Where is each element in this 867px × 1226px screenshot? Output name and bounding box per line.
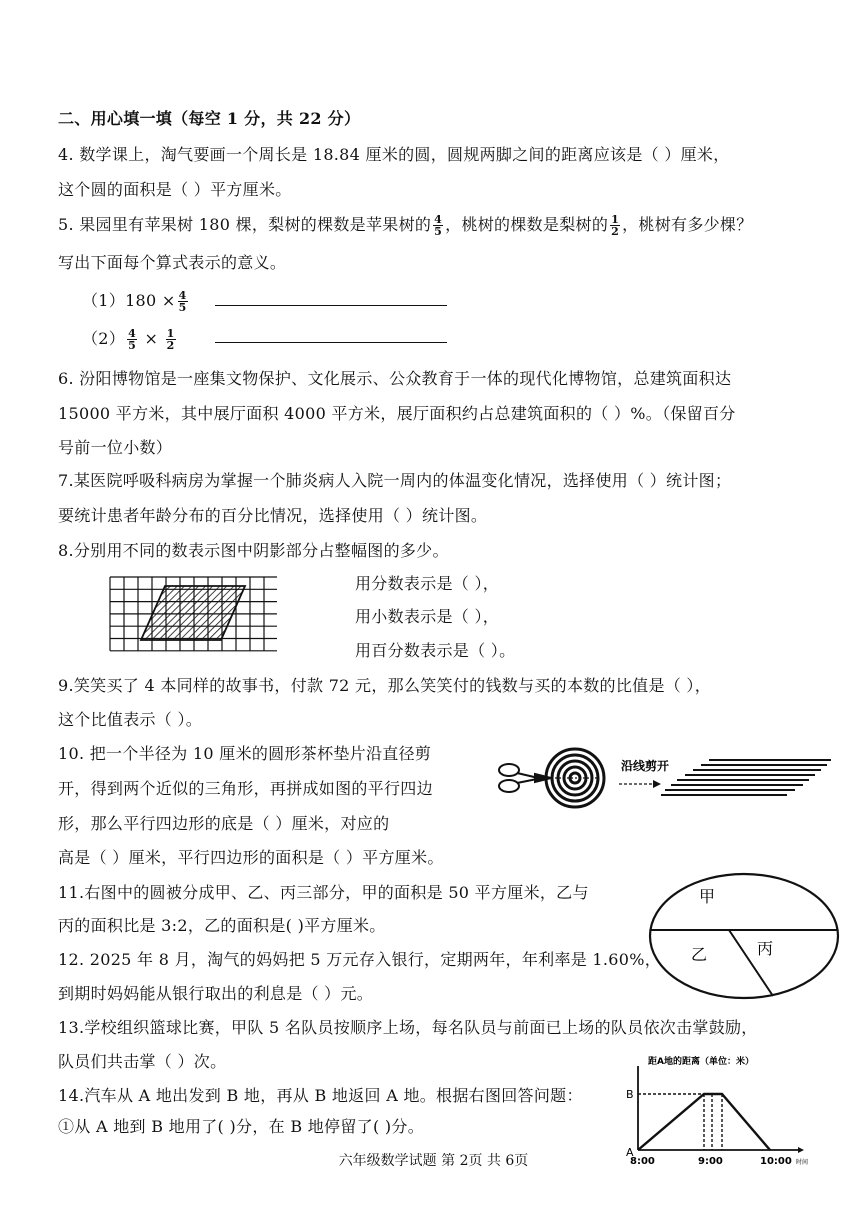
q5-text-c: ，桃树有多少棵？	[622, 215, 753, 234]
label-yi: 乙	[691, 945, 708, 964]
q11-line2: 丙的面积比是 3:2，乙的面积是( )平方厘米。	[58, 916, 386, 935]
q7-line1: 7.某医院呼吸科病房为掌握一个肺炎病人入院一周内的体温变化情况，选择使用（ ）统计图；	[58, 471, 732, 490]
q5-line2: 写出下面每个算式表示的意义。	[58, 253, 287, 272]
label-A: A	[626, 1146, 634, 1159]
page-footer: 六年级数学试题 第 2页 共 6页	[338, 1153, 529, 1169]
x-unit: 时间	[796, 1159, 809, 1166]
label-jia: 甲	[699, 887, 716, 906]
graph-title: 距A地的距离（单位：米）	[648, 1057, 754, 1067]
q10-line4: 高是（ ）厘米，平行四边形的面积是（ ）平方厘米。	[58, 848, 444, 867]
grid-figure	[109, 576, 277, 652]
tick-0: 8:00	[630, 1156, 655, 1167]
q10-line2: 开，得到两个近似的三角形，再拼成如图的平行四边	[58, 779, 433, 798]
q10-line3: 形，那么平行四边形的底是（ ）厘米，对应的	[58, 814, 390, 833]
q5-text-a: 5. 果园里有苹果树 180 棵，梨树的棵数是苹果树的	[58, 215, 432, 234]
answer-line-2[interactable]	[215, 342, 447, 343]
tick-1: 9:00	[698, 1156, 723, 1167]
tick-2: 10:00	[760, 1156, 792, 1167]
concentric-circles	[546, 749, 604, 807]
coaster-figure	[495, 744, 835, 812]
q6-line2: 15000 平方米，其中展厅面积 4000 平方米，展厅面积约占总建筑面积的（ ）%。（保留百分	[58, 404, 736, 423]
fraction: $\frac{4}{5}$	[434, 213, 443, 238]
q5-expr1: （1）180 × $\frac{4}{5}$	[82, 289, 187, 314]
label-bing: 丙	[757, 939, 774, 958]
label-B: B	[626, 1088, 634, 1101]
q13-line2: 队员们共击掌（ ）次。	[58, 1052, 227, 1071]
q6-line3: 号前一位小数）	[58, 438, 173, 457]
q5-line1	[58, 212, 753, 237]
q8-answer-fraction: 用分数表示是（ ），	[355, 574, 500, 593]
q9-line1: 9.笑笑买了 4 本同样的故事书，付款 72 元，那么笑笑付的钱数与买的本数的比值是（ ），	[58, 676, 712, 695]
q5-text-b: ，桃树的棵数是梨树的	[445, 215, 609, 234]
q8-line1: 8.分别用不同的数表示图中阴影部分占整幅图的多少。	[58, 541, 449, 560]
q4-line1: 4. 数学课上，淘气要画一个周长是 18.84 厘米的圆，圆规两脚之间的距离应该是（ ）厘米，	[58, 145, 730, 164]
q6-line1: 6. 汾阳博物馆是一座集文物保护、文化展示、公众教育于一体的现代化博物馆，总建筑面积达	[58, 369, 732, 388]
q9-line2: 这个比值表示（ ）。	[58, 710, 203, 729]
scissors-icon	[499, 764, 551, 792]
q8-answer-percent: 用百分数表示是（ ）。	[355, 641, 516, 660]
answer-line-1[interactable]	[215, 305, 447, 306]
fraction: $\frac{1}{2}$	[611, 213, 620, 238]
q4-line2: 这个圆的面积是（ ）平方厘米。	[58, 180, 292, 199]
stripe-parallelogram	[661, 760, 831, 795]
q7-line2: 要统计患者年龄分布的百分比情况，选择使用（ ）统计图。	[58, 506, 488, 525]
section-title: 二、用心填一填（每空 1 分，共 22 分）	[58, 109, 361, 128]
q12-line2: 到期时妈妈能从银行取出的利息是（ ）元。	[58, 984, 374, 1003]
q10-line1: 10. 把一个半径为 10 厘米的圆形茶杯垫片沿直径剪	[58, 744, 432, 763]
q12-line1: 12. 2025 年 8 月，淘气的妈妈把 5 万元存入银行，定期两年，年利率是 1.60%，	[58, 950, 662, 969]
cut-label: 沿线剪开	[621, 759, 670, 773]
shaded-parallelogram	[141, 586, 245, 640]
q14-line2: ①从 A 地到 B 地用了( )分，在 B 地停留了( )分。	[58, 1117, 425, 1136]
q5-expr2: （2） $\frac{4}{5}$ × $\frac{1}{2}$	[82, 327, 175, 352]
pie-circle	[647, 870, 841, 1002]
q8-answer-decimal: 用小数表示是（ ），	[355, 607, 500, 626]
q14-line1: 14.汽车从 A 地出发到 B 地，再从 B 地返回 A 地。根据右图回答问题：	[58, 1086, 583, 1105]
q13-line1: 13.学校组织篮球比赛，甲队 5 名队员按顺序上场，每名队员与前面已上场的队员依次击掌鼓励，	[58, 1018, 758, 1037]
q11-line1: 11.右图中的圆被分成甲、乙、丙三部分，甲的面积是 50 平方厘米，乙与	[58, 883, 589, 902]
